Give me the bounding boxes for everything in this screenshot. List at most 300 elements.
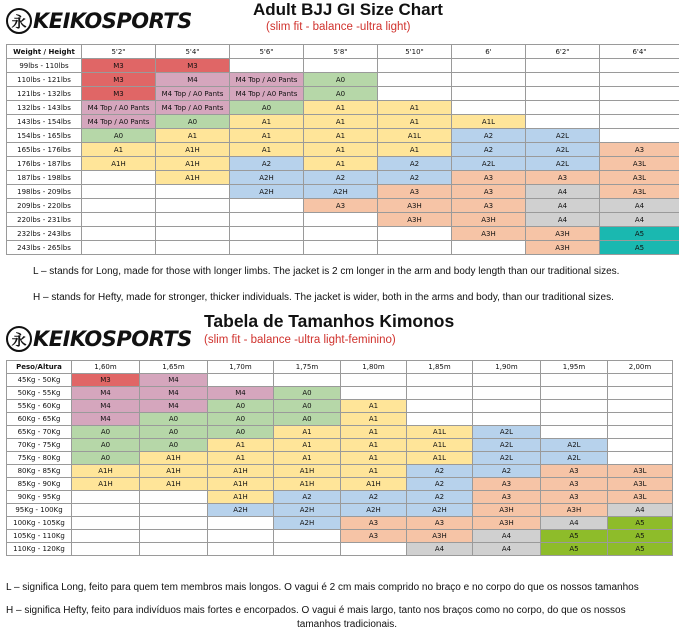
size-cell: A0 <box>230 101 304 115</box>
size-cell <box>208 543 274 556</box>
size-cell: A1H <box>208 491 274 504</box>
row-header: 75Kg - 80Kg <box>7 452 72 465</box>
table-row <box>7 387 673 400</box>
size-cell: A2H <box>230 185 304 199</box>
size-cell <box>600 101 679 115</box>
size-cell: M3 <box>82 59 156 73</box>
size-cell: A1H <box>140 465 208 478</box>
size-cell: A4 <box>473 543 541 556</box>
size-cell <box>473 387 541 400</box>
size-cell: A2H <box>341 504 407 517</box>
size-cell: A3 <box>452 199 526 213</box>
size-cell <box>473 413 541 426</box>
size-cell: A2 <box>452 129 526 143</box>
table-row <box>7 171 679 185</box>
column-header: 1,90m <box>473 361 541 374</box>
size-cell <box>452 59 526 73</box>
size-cell: M3 <box>82 87 156 101</box>
size-cell: A1 <box>304 157 378 171</box>
size-cell: A3H <box>526 241 600 255</box>
size-cell: A3H <box>452 227 526 241</box>
size-cell: A1 <box>341 439 407 452</box>
size-cell: A3 <box>452 185 526 199</box>
size-cell: A2 <box>304 171 378 185</box>
column-header: 6' <box>452 45 526 59</box>
size-cell <box>156 185 230 199</box>
logo-text: KEIKOSPORTS <box>33 327 192 351</box>
size-cell <box>526 87 600 101</box>
size-cell <box>82 213 156 227</box>
size-cell: A3 <box>541 491 608 504</box>
size-cell <box>140 491 208 504</box>
row-header: 110lbs - 121lbs <box>7 73 82 87</box>
row-header: 80Kg - 85Kg <box>7 465 72 478</box>
size-cell: A5 <box>541 543 608 556</box>
size-cell: M4 Top / A0 Pants <box>230 87 304 101</box>
table-row <box>7 517 673 530</box>
row-header: 85Kg - 90Kg <box>7 478 72 491</box>
size-cell: A2 <box>452 143 526 157</box>
size-cell: A1H <box>82 157 156 171</box>
size-cell: A1 <box>82 143 156 157</box>
column-header: 5'2" <box>82 45 156 59</box>
row-header: 121lbs - 132lbs <box>7 87 82 101</box>
column-header: 2,00m <box>608 361 673 374</box>
row-header: 95Kg - 100Kg <box>7 504 72 517</box>
size-cell <box>140 517 208 530</box>
size-cell: M4 Top / A0 Pants <box>82 115 156 129</box>
size-cell: M4 Top / A0 Pants <box>156 87 230 101</box>
size-cell: A3H <box>473 504 541 517</box>
table-row <box>7 73 679 87</box>
size-cell <box>156 213 230 227</box>
size-cell: A1L <box>378 129 452 143</box>
size-cell <box>378 227 452 241</box>
table-row <box>7 530 673 543</box>
size-cell <box>378 59 452 73</box>
section-title: Tabela de Tamanhos Kimonos <box>204 311 455 331</box>
size-cell <box>72 543 140 556</box>
column-header: 5'8" <box>304 45 378 59</box>
row-header: 132lbs - 143lbs <box>7 101 82 115</box>
size-cell: A1H <box>156 171 230 185</box>
size-cell <box>341 387 407 400</box>
size-cell: A2L <box>452 157 526 171</box>
size-cell <box>407 400 473 413</box>
size-cell: A4 <box>526 199 600 213</box>
table-row <box>7 87 679 101</box>
size-cell: A1 <box>304 129 378 143</box>
size-cell <box>208 530 274 543</box>
size-cell: A1H <box>156 157 230 171</box>
section-subtitle: (slim fit - balance -ultra light-feminino) <box>204 334 396 346</box>
size-cell: A0 <box>72 439 140 452</box>
size-cell <box>608 374 673 387</box>
keikosports-logo-2 <box>6 326 192 352</box>
table-row <box>7 504 673 517</box>
size-cell: A0 <box>140 439 208 452</box>
page-subtitle: (slim fit - balance -ultra light) <box>266 21 411 33</box>
row-header: 105Kg - 110Kg <box>7 530 72 543</box>
size-cell: A4 <box>541 517 608 530</box>
size-cell: A0 <box>274 400 341 413</box>
size-cell <box>407 413 473 426</box>
table-row <box>7 213 679 227</box>
size-cell <box>526 101 600 115</box>
size-cell: A2H <box>274 504 341 517</box>
size-cell: A1 <box>378 115 452 129</box>
size-cell: A3 <box>541 465 608 478</box>
size-chart-table-imperial <box>6 44 679 255</box>
size-cell: M3 <box>156 59 230 73</box>
table-row <box>7 426 673 439</box>
table-row <box>7 59 679 73</box>
size-cell: A2 <box>407 478 473 491</box>
size-cell: A1L <box>407 439 473 452</box>
size-cell: A3 <box>304 199 378 213</box>
size-cell: A3H <box>378 199 452 213</box>
size-cell <box>452 241 526 255</box>
size-cell <box>473 374 541 387</box>
size-cell: A2 <box>230 157 304 171</box>
size-cell: A3H <box>378 213 452 227</box>
size-cell: A2 <box>378 157 452 171</box>
size-cell <box>230 199 304 213</box>
size-cell: A1 <box>230 129 304 143</box>
size-cell: A3 <box>526 171 600 185</box>
size-cell: A2 <box>407 491 473 504</box>
size-cell <box>72 504 140 517</box>
size-cell: A0 <box>304 87 378 101</box>
kanji-mark-icon: 永 <box>6 326 32 352</box>
size-cell: A1 <box>274 452 341 465</box>
size-cell <box>156 241 230 255</box>
column-header: 5'4" <box>156 45 230 59</box>
table-row <box>7 199 679 213</box>
size-cell: A1L <box>452 115 526 129</box>
row-header: 110Kg - 120Kg <box>7 543 72 556</box>
size-cell <box>526 115 600 129</box>
table-row <box>7 491 673 504</box>
size-cell: A1H <box>72 465 140 478</box>
logo-text: KEIKOSPORTS <box>33 9 192 33</box>
size-cell: A3L <box>608 465 673 478</box>
size-cell <box>452 73 526 87</box>
size-cell: M4 <box>72 387 140 400</box>
size-cell: A2L <box>473 452 541 465</box>
size-cell <box>140 530 208 543</box>
size-cell: A3H <box>541 504 608 517</box>
size-cell <box>82 227 156 241</box>
size-cell: A0 <box>82 129 156 143</box>
table-row <box>7 374 673 387</box>
column-header: 1,65m <box>140 361 208 374</box>
size-cell: A1 <box>341 452 407 465</box>
size-cell: A2L <box>473 426 541 439</box>
size-cell: A0 <box>304 73 378 87</box>
column-header: 1,85m <box>407 361 473 374</box>
row-header: 45Kg - 50Kg <box>7 374 72 387</box>
size-cell: A1H <box>140 478 208 491</box>
size-cell: A4 <box>407 543 473 556</box>
size-cell: A1 <box>208 439 274 452</box>
table-row <box>7 157 679 171</box>
size-cell <box>378 87 452 101</box>
row-header: 154lbs - 165lbs <box>7 129 82 143</box>
size-cell <box>156 227 230 241</box>
size-cell <box>378 241 452 255</box>
size-cell <box>541 413 608 426</box>
column-header: 5'10" <box>378 45 452 59</box>
size-cell: A1L <box>407 452 473 465</box>
size-cell: A2 <box>407 465 473 478</box>
size-cell: A0 <box>274 413 341 426</box>
kanji-mark-icon: 永 <box>6 8 32 34</box>
size-cell <box>541 374 608 387</box>
size-cell: A1 <box>378 101 452 115</box>
size-cell: A1H <box>274 465 341 478</box>
size-cell: M4 <box>140 387 208 400</box>
size-cell: M4 Top / A0 Pants <box>230 73 304 87</box>
size-cell: A3 <box>600 143 679 157</box>
size-cell: A4 <box>600 199 679 213</box>
size-cell: A1 <box>274 439 341 452</box>
size-cell: A1L <box>407 426 473 439</box>
row-header: 65Kg - 70Kg <box>7 426 72 439</box>
size-cell: A2 <box>473 465 541 478</box>
size-cell: A1 <box>230 115 304 129</box>
size-cell: A2H <box>274 517 341 530</box>
size-cell <box>156 199 230 213</box>
size-cell <box>407 387 473 400</box>
size-cell: A3H <box>526 227 600 241</box>
size-cell: A0 <box>274 387 341 400</box>
size-cell: M4 <box>208 387 274 400</box>
size-cell <box>304 227 378 241</box>
row-header: 50Kg - 55Kg <box>7 387 72 400</box>
row-header: 100Kg - 105Kg <box>7 517 72 530</box>
size-cell <box>541 426 608 439</box>
size-cell: A1 <box>274 426 341 439</box>
size-cell <box>140 543 208 556</box>
size-cell <box>600 129 679 143</box>
size-cell: A0 <box>140 426 208 439</box>
size-cell <box>452 101 526 115</box>
size-cell: A2 <box>274 491 341 504</box>
size-cell: M3 <box>82 73 156 87</box>
column-header: 1,80m <box>341 361 407 374</box>
column-header: 1,75m <box>274 361 341 374</box>
row-header: 165lbs - 176lbs <box>7 143 82 157</box>
size-cell: A3L <box>600 157 679 171</box>
size-cell <box>600 59 679 73</box>
nota-long: L – significa Long, feito para quem tem membros mais longos. O vagui é 2 cm mais comprido no braço e no corpo do que os nossos tamanhos <box>6 582 639 593</box>
size-cell: A1 <box>341 413 407 426</box>
table-row <box>7 241 679 255</box>
size-cell: A1 <box>208 452 274 465</box>
size-cell: M4 Top / A0 Pants <box>82 101 156 115</box>
size-cell: A3 <box>473 491 541 504</box>
size-cell: A5 <box>600 227 679 241</box>
size-cell: M4 <box>72 400 140 413</box>
size-cell: A2H <box>304 185 378 199</box>
size-cell: A5 <box>608 543 673 556</box>
size-cell <box>541 400 608 413</box>
size-cell <box>600 73 679 87</box>
size-cell <box>452 87 526 101</box>
table-row <box>7 129 679 143</box>
size-cell <box>140 504 208 517</box>
size-cell: A3H <box>473 517 541 530</box>
table-row <box>7 452 673 465</box>
row-header: 70Kg - 75Kg <box>7 439 72 452</box>
column-header: 1,70m <box>208 361 274 374</box>
row-header: 55Kg - 60Kg <box>7 400 72 413</box>
size-cell <box>230 227 304 241</box>
note-hefty: H – stands for Hefty, made for stronger, thicker individuals. The jacket is wider, both in the arms and body, than our traditional sizes. <box>33 292 614 303</box>
size-cell: A2H <box>230 171 304 185</box>
size-cell: M4 <box>72 413 140 426</box>
size-cell <box>82 241 156 255</box>
size-cell: A1 <box>378 143 452 157</box>
size-cell <box>72 517 140 530</box>
size-cell: A4 <box>473 530 541 543</box>
size-cell <box>608 452 673 465</box>
size-cell: A1H <box>208 478 274 491</box>
row-header: 198lbs - 209lbs <box>7 185 82 199</box>
page-title: Adult BJJ GI Size Chart <box>253 0 443 19</box>
corner-header: Peso/Altura <box>7 361 72 374</box>
size-cell: M4 Top / A0 Pants <box>156 101 230 115</box>
size-cell <box>341 374 407 387</box>
size-cell: A2H <box>407 504 473 517</box>
size-cell <box>304 241 378 255</box>
table-row <box>7 227 679 241</box>
nota-hefty-cont: tamanhos tradicionais. <box>297 619 398 630</box>
nota-hefty: H – significa Hefty, feito para indivíduos mais fortes e encorpados. O vagui é mais largo, tanto nos braços como no corpo, do que os nossos <box>6 605 626 616</box>
size-cell: A1 <box>341 465 407 478</box>
size-cell: A1H <box>140 452 208 465</box>
size-cell: A3L <box>608 491 673 504</box>
size-cell: A2H <box>208 504 274 517</box>
size-cell <box>407 374 473 387</box>
size-cell: A1 <box>341 426 407 439</box>
size-cell: A0 <box>72 426 140 439</box>
size-cell <box>341 543 407 556</box>
size-cell: A2 <box>378 171 452 185</box>
size-cell: A3 <box>407 517 473 530</box>
size-cell: A1H <box>156 143 230 157</box>
table-row <box>7 465 673 478</box>
size-cell: A3 <box>341 517 407 530</box>
column-header: 1,95m <box>541 361 608 374</box>
size-cell: A4 <box>600 213 679 227</box>
size-cell <box>608 426 673 439</box>
size-chart-table-metric <box>6 360 673 556</box>
size-cell: A0 <box>208 426 274 439</box>
size-cell: A2L <box>526 143 600 157</box>
keikosports-logo-1 <box>6 8 192 34</box>
note-long: L – stands for Long, made for those with longer limbs. The jacket is 2 cm longer in the arm and body length than our traditional sizes. <box>33 266 620 277</box>
column-header: 6'2" <box>526 45 600 59</box>
size-cell <box>600 87 679 101</box>
size-cell <box>378 73 452 87</box>
size-cell <box>274 543 341 556</box>
size-cell: A3H <box>407 530 473 543</box>
size-cell: A3L <box>600 171 679 185</box>
size-cell: A5 <box>608 530 673 543</box>
size-cell: A1H <box>208 465 274 478</box>
row-header: 187lbs - 198lbs <box>7 171 82 185</box>
size-cell <box>72 491 140 504</box>
size-cell: A0 <box>208 413 274 426</box>
size-cell: A1 <box>304 143 378 157</box>
size-cell <box>526 73 600 87</box>
size-cell: A3 <box>541 478 608 491</box>
size-cell <box>72 530 140 543</box>
table-row <box>7 101 679 115</box>
size-cell <box>541 387 608 400</box>
size-cell: A2L <box>473 439 541 452</box>
size-cell: M4 <box>156 73 230 87</box>
size-cell <box>82 185 156 199</box>
row-header: 232lbs - 243lbs <box>7 227 82 241</box>
size-cell <box>230 59 304 73</box>
size-cell: A4 <box>526 185 600 199</box>
size-cell: A5 <box>541 530 608 543</box>
size-cell: A3 <box>378 185 452 199</box>
column-header: 6'4" <box>600 45 679 59</box>
size-cell <box>274 530 341 543</box>
size-cell: A0 <box>208 400 274 413</box>
size-cell <box>608 400 673 413</box>
size-cell: A1H <box>72 478 140 491</box>
size-cell: M3 <box>72 374 140 387</box>
row-header: 243lbs - 265lbs <box>7 241 82 255</box>
size-cell: A1H <box>274 478 341 491</box>
size-cell: A0 <box>140 413 208 426</box>
size-cell <box>230 241 304 255</box>
size-cell <box>608 387 673 400</box>
size-cell: M4 <box>140 374 208 387</box>
size-cell: A3 <box>452 171 526 185</box>
table-row <box>7 400 673 413</box>
size-cell: A3H <box>452 213 526 227</box>
row-header: 90Kg - 95Kg <box>7 491 72 504</box>
size-cell <box>208 374 274 387</box>
table-row <box>7 115 679 129</box>
size-cell: A3 <box>341 530 407 543</box>
size-cell: A4 <box>608 504 673 517</box>
size-cell: A3L <box>600 185 679 199</box>
size-cell: A3L <box>608 478 673 491</box>
size-cell: A5 <box>600 241 679 255</box>
table-row <box>7 543 673 556</box>
size-cell <box>608 439 673 452</box>
size-cell <box>304 59 378 73</box>
row-header: 99lbs - 110lbs <box>7 59 82 73</box>
row-header: 143lbs - 154lbs <box>7 115 82 129</box>
size-cell: A2L <box>541 452 608 465</box>
size-cell: A1 <box>156 129 230 143</box>
size-cell <box>304 213 378 227</box>
size-cell <box>526 59 600 73</box>
size-cell: A2L <box>526 157 600 171</box>
size-cell: A1 <box>304 101 378 115</box>
table-row <box>7 143 679 157</box>
size-cell: A1 <box>341 400 407 413</box>
size-cell <box>82 171 156 185</box>
